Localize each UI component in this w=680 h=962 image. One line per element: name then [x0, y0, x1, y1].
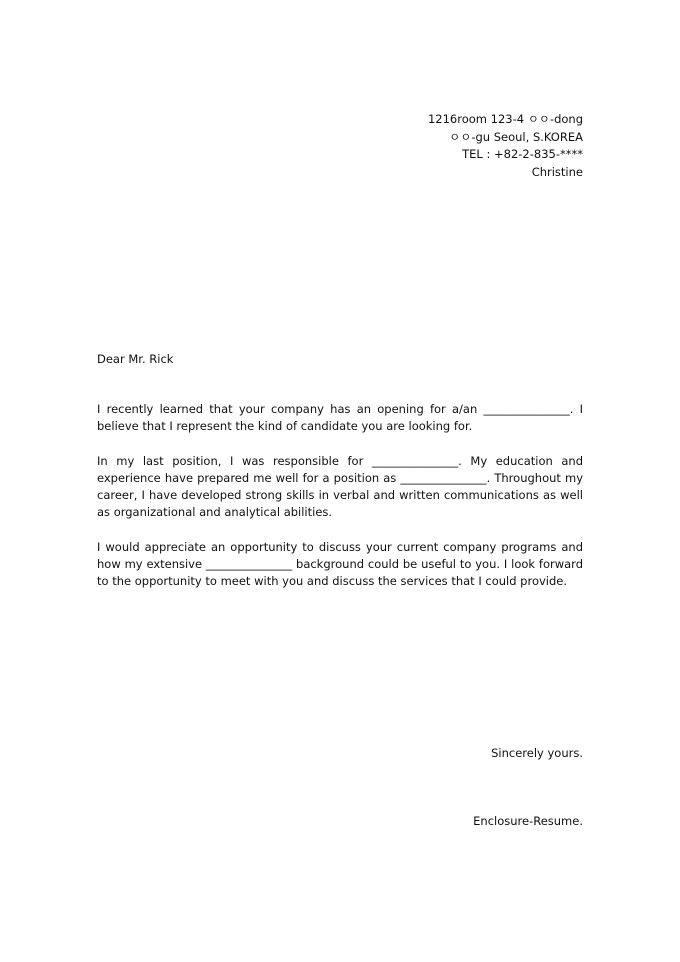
- address-line-city: ㅇㅇ-gu Seoul, S.KOREA: [449, 129, 583, 144]
- body-paragraph-1: I recently learned that your company has an opening for a/an _______________. I believe that I represent the kind of candidate you are looking for.: [97, 402, 583, 433]
- enclosure-note: Enclosure-Resume.: [473, 814, 583, 828]
- body-paragraph-2: In my last position, I was responsible for _______________. My education and experience have prepared me well for a position as _______________. Throughout my career, I have developed strong skills in verbal and written communications as well as organizational and analytical abilities.: [97, 454, 583, 519]
- body-paragraph-3: I would appreciate an opportunity to discuss your current company programs and how my extensive _______________ background could be useful to you. I look forward to the opportunity to meet with you and discuss the services that I could provide.: [97, 540, 583, 588]
- address-line-phone: TEL : +82-2-835-****: [462, 147, 583, 161]
- sender-address: [428, 111, 583, 181]
- sender-name: Christine: [531, 164, 583, 179]
- address-line-street: 1216room 123-4 ㅇㅇ-dong: [427, 112, 583, 126]
- salutation: Dear Mr. Rick: [97, 352, 174, 366]
- closing: Sincerely yours.: [491, 746, 583, 760]
